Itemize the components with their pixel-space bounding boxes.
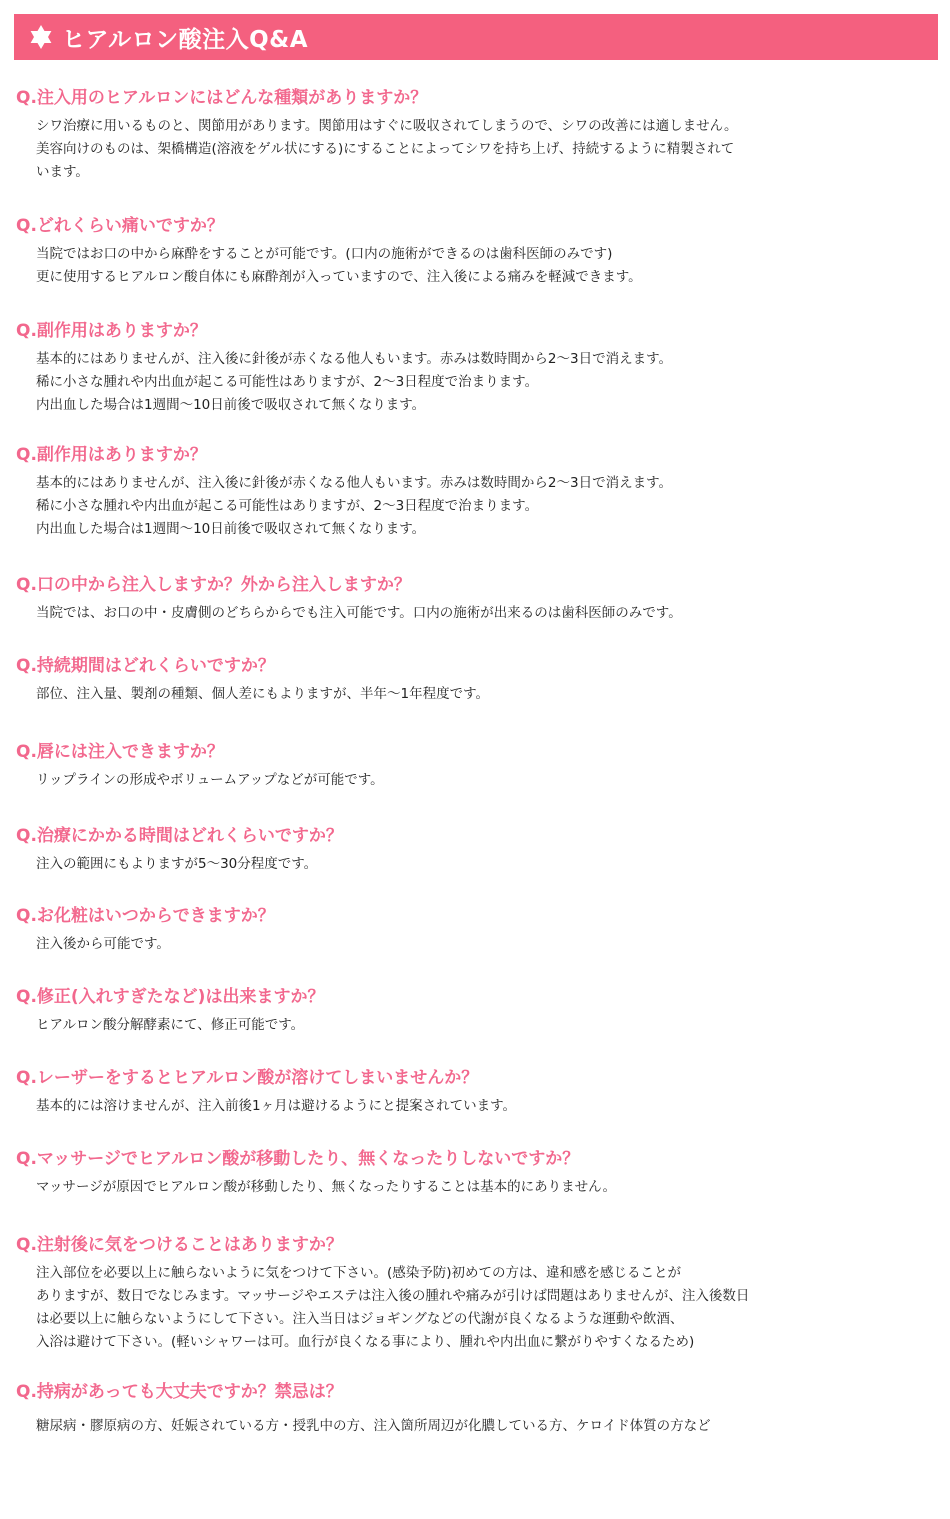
faq-answer-line: 注入後から可能です。 [36, 936, 170, 952]
faq-answer-line: 当院では、お口の中・皮膚側のどちらからでも注入可能です。口内の施術が出来るのは歯科医師のみです。 [36, 605, 682, 621]
faq-answer-line: 当院ではお口の中から麻酔をすることが可能です。(口内の施術ができるのは歯科医師のみです) [36, 246, 613, 262]
faq-answer-line: 美容向けのものは、架橋構造(溶液をゲル状にする)にすることによってシワを持ち上げ、持続するように精製されて [36, 141, 735, 157]
faq-answer [16, 602, 916, 625]
faq-answer [16, 243, 916, 289]
faq-answer-line: マッサージが原因でヒアルロン酸が移動したり、無くなったりすることは基本的にありません。 [36, 1179, 616, 1195]
star-icon [28, 24, 54, 50]
faq-answer [16, 115, 916, 184]
faq-answer [16, 1095, 916, 1118]
faq-question: Q.持続期間はどれくらいですか？ [16, 656, 275, 676]
faq-question: Q.修正(入れすぎたなど)は出来ますか？ [16, 987, 325, 1007]
faq-item [16, 655, 916, 706]
faq-question: Q.治療にかかる時間はどれくらいですか？ [16, 826, 343, 846]
faq-answer-line: 部位、注入量、製剤の種類、個人差にもよりますが、半年〜1年程度です。 [36, 686, 490, 702]
faq-question: Q.どれくらい痛いですか？ [16, 216, 224, 236]
faq-question: Q.副作用はありますか？ [16, 445, 207, 465]
faq-item [16, 905, 916, 956]
faq-item [16, 1148, 916, 1199]
faq-question: Q.口の中から注入しますか？外から注入しますか？ [16, 575, 411, 595]
faq-answer-line: は必要以上に触らないようにして下さい。注入当日はジョギングなどの代謝が良くなるような運動や飲酒、 [36, 1311, 684, 1327]
faq-item [16, 1381, 916, 1438]
faq-answer-line: 注入の範囲にもよりますが5〜30分程度です。 [36, 856, 318, 872]
faq-answer-line: リップラインの形成やボリュームアップなどが可能です。 [36, 772, 384, 788]
faq-item [16, 825, 916, 876]
faq-question: Q.唇には注入できますか？ [16, 742, 224, 762]
faq-question: Q.注射後に気をつけることはありますか？ [16, 1235, 343, 1255]
faq-answer-line: ありますが、数日でなじみます。マッサージやエステは注入後の腫れや痛みが引けば問題はありませんが、注入後数日 [36, 1288, 750, 1304]
faq-answer-line: 稀に小さな腫れや内出血が起こる可能性はありますが、2〜3日程度で治まります。 [36, 498, 539, 514]
faq-question: Q.お化粧はいつからできますか？ [16, 906, 275, 926]
faq-answer-line: 内出血した場合は1週間〜10日前後で吸収されて無くなります。 [36, 521, 426, 537]
faq-answer [16, 683, 916, 706]
faq-item [16, 574, 916, 625]
faq-answer [16, 853, 916, 876]
faq-question: Q.副作用はありますか？ [16, 321, 207, 341]
faq-question: Q.持病があっても大丈夫ですか？禁忌は？ [16, 1382, 343, 1402]
faq-item [16, 741, 916, 792]
faq-answer [16, 348, 916, 417]
faq-question: Q.マッサージでヒアルロン酸が移動したり、無くなったりしないですか？ [16, 1149, 580, 1169]
faq-item [16, 986, 916, 1037]
faq-item [16, 1234, 916, 1354]
faq-answer [16, 1415, 916, 1438]
faq-answer-line: 基本的にはありませんが、注入後に針後が赤くなる他人もいます。赤みは数時間から2〜3日で消えます。 [36, 351, 673, 367]
faq-answer-line: 内出血した場合は1週間〜10日前後で吸収されて無くなります。 [36, 397, 426, 413]
faq-item [16, 1067, 916, 1118]
faq-item [16, 444, 916, 541]
faq-item [16, 215, 916, 289]
faq-answer-line: 稀に小さな腫れや内出血が起こる可能性はありますが、2〜3日程度で治まります。 [36, 374, 539, 390]
faq-answer-line: 注入部位を必要以上に触らないように気をつけて下さい。(感染予防)初めての方は、違和感を感じることが [36, 1265, 682, 1281]
faq-answer [16, 933, 916, 956]
faq-answer [16, 472, 916, 541]
faq-answer-line: 基本的には溶けませんが、注入前後1ヶ月は避けるようにと提案されています。 [36, 1098, 517, 1114]
faq-answer-line: ヒアルロン酸分解酵素にて、修正可能です。 [36, 1017, 305, 1033]
faq-answer-line: います。 [36, 164, 89, 180]
faq-item [16, 87, 916, 184]
faq-answer-line: 入浴は避けて下さい。(軽いシャワーは可。血行が良くなる事により、腫れや内出血に繋がりやすくなるため) [36, 1334, 695, 1350]
faq-item [16, 320, 916, 417]
faq-answer-line: 基本的にはありませんが、注入後に針後が赤くなる他人もいます。赤みは数時間から2〜3日で消えます。 [36, 475, 673, 491]
faq-answer [16, 1176, 916, 1199]
faq-question: Q.注入用のヒアルロンにはどんな種類がありますか？ [16, 88, 428, 108]
faq-answer-line: 糖尿病・膠原病の方、妊娠されている方・授乳中の方、注入箇所周辺が化膿している方、ケロイド体質の方など [36, 1418, 711, 1434]
page-header [14, 14, 938, 60]
page-title: ヒアルロン酸注入Q&A [62, 26, 308, 53]
faq-question: Q.レーザーをするとヒアルロン酸が溶けてしまいませんか？ [16, 1068, 479, 1088]
faq-answer-line: シワ治療に用いるものと、関節用があります。関節用はすぐに吸収されてしまうので、シワの改善には適しません。 [36, 118, 738, 134]
faq-answer [16, 1262, 916, 1354]
faq-answer [16, 769, 916, 792]
faq-answer-line: 更に使用するヒアルロン酸自体にも麻酔剤が入っていますので、注入後による痛みを軽減できます。 [36, 269, 642, 285]
faq-answer [16, 1014, 916, 1037]
